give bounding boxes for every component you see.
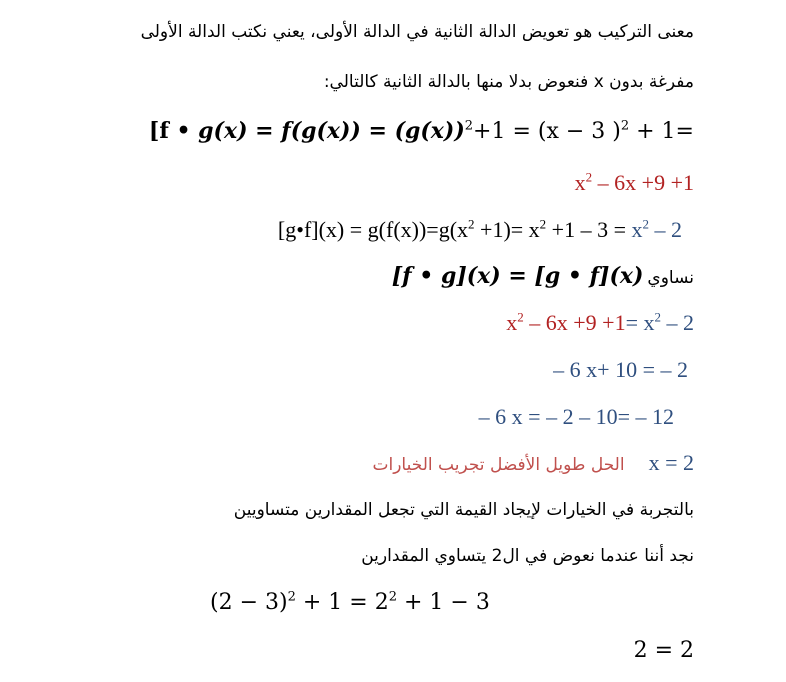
equation-expanded-fg [575, 170, 694, 196]
eq3-result-x: x [631, 217, 643, 242]
equation-set-equal [506, 310, 694, 336]
eq1-part-a: [f • [148, 118, 199, 144]
text-line-2: مفرغة بدون x فنعوض بدلا منها بالدالة الثانية كالتالي: [323, 72, 694, 92]
equation-simplified-2: – 6 x = – 2 – 10= – 12 [478, 404, 674, 429]
eq1-part-b: g(x) = f(g(x)) = (g(x)) [198, 118, 465, 144]
solution-line [373, 450, 695, 476]
eq1-part-d: +1 = (x − 3 ) [473, 119, 621, 144]
eq5-left-rest: – 6x +9 +1 [523, 310, 626, 335]
eq3-part-e: +1 – 3 = [546, 217, 632, 242]
eq3-result-rest: – 2 [649, 217, 682, 242]
solution-x: x = 2 [648, 450, 694, 475]
eq5-right-x: = x [625, 310, 655, 335]
eq4-word: نساوي [647, 268, 694, 288]
eq3-exp-1: 2 [468, 216, 475, 232]
eq11-exp-1: 2 [287, 589, 296, 605]
eq11-part-c: + 1 = 2 [295, 590, 389, 615]
equation-check [210, 590, 490, 615]
equation-equal-statement [392, 263, 694, 289]
equation-composition-fg [149, 118, 694, 144]
equation-final: 2 = 2 [633, 638, 694, 663]
solution-note: الحل طويل الأفضل تجريب الخيارات [372, 455, 625, 475]
eq5-exp-2: 2 [654, 309, 661, 325]
eq4-math: [f • g](x) = [g • f](x) [391, 263, 644, 289]
eq2-x: x [574, 170, 586, 195]
equation-simplified-1: – 6 x+ 10 = – 2 [553, 357, 688, 382]
eq5-x: x [506, 310, 518, 335]
eq2-rest: – 6x +9 +1 [592, 170, 694, 195]
eq3-part-a: [g•f](x) = g(f(x))=g(x [277, 217, 469, 242]
eq1-exp-2: 2 [620, 118, 630, 134]
eq11-part-a: (2 − 3) [210, 590, 288, 615]
eq3-result-exp: 2 [642, 216, 649, 232]
text-line-try-options: بالتجربة في الخيارات لإيجاد القيمة التي تجعل المقدارين متساويين [233, 500, 694, 520]
text-line-substitute: نجد أننا عندما نعوض في ال2 يتساوي المقدارين [361, 546, 694, 566]
eq5-exp-1: 2 [517, 309, 524, 325]
eq3-part-c: +1)= x [474, 217, 540, 242]
eq2-exp: 2 [585, 169, 593, 185]
eq11-exp-2: 2 [388, 589, 397, 605]
eq1-part-f: + 1= [629, 119, 694, 144]
text-line-1: معنى التركيب هو تعويض الدالة الثانية في الدالة الأولى، يعني نكتب الدالة الأولى [140, 22, 694, 42]
equation-composition-gf [278, 217, 682, 243]
eq5-right-rest: – 2 [661, 310, 694, 335]
eq1-exp-1: 2 [464, 118, 474, 134]
eq3-exp-2: 2 [539, 216, 547, 232]
eq11-part-e: + 1 − 3 [397, 590, 490, 615]
